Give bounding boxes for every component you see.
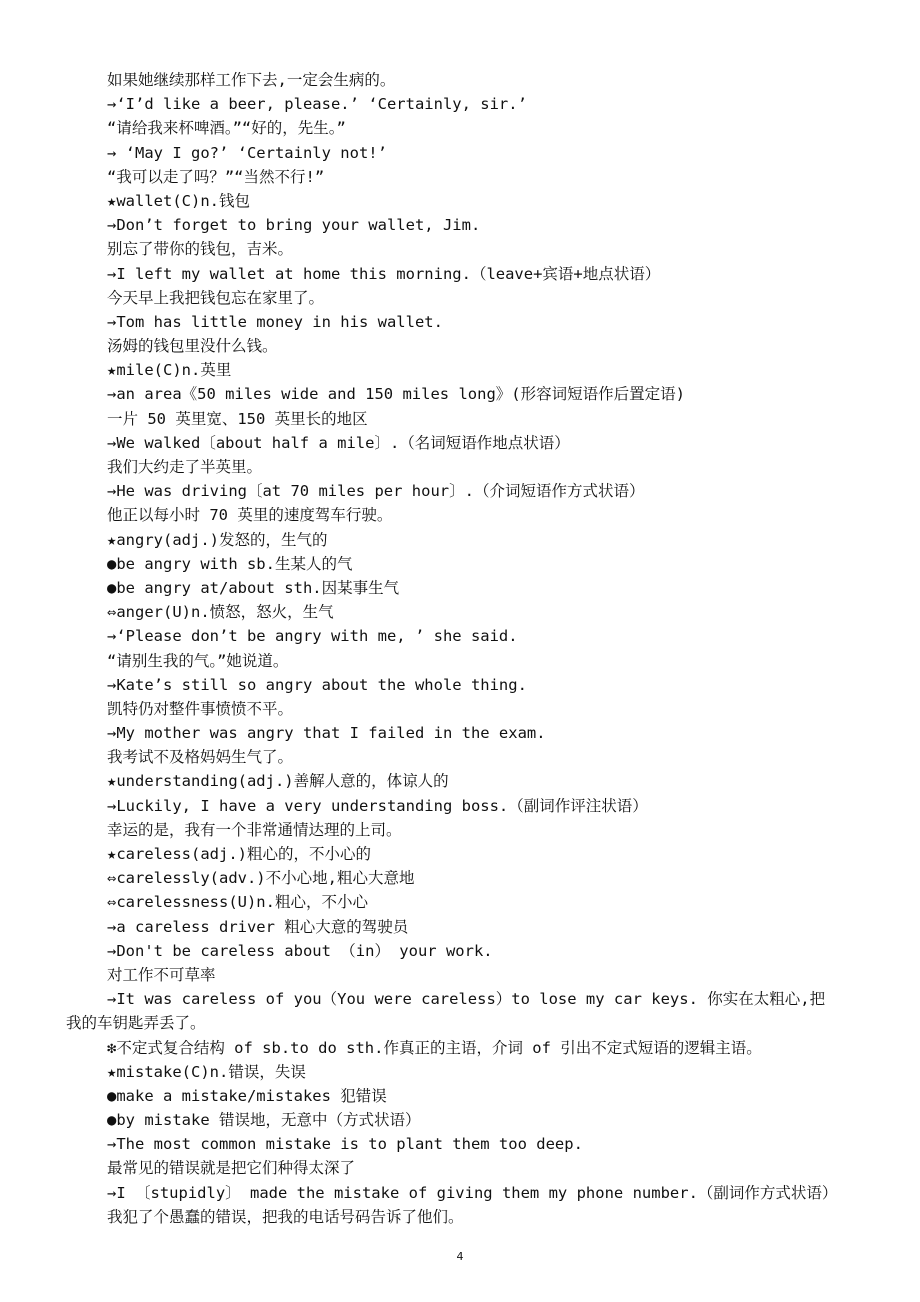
text-line: 幸运的是，我有一个非常通情达理的上司。: [107, 820, 402, 839]
text-line: → ‘May I go?’ ‘Certainly not!’: [107, 143, 387, 162]
page-number: 4: [456, 1250, 464, 1263]
text-line: 我考试不及格妈妈生气了。: [107, 748, 294, 767]
text-line: 一片 50 英里宽、150 英里长的地区: [107, 409, 368, 428]
text-line: 最常见的错误就是把它们种得太深了: [107, 1159, 356, 1178]
text-line: 他正以每小时 70 英里的速度驾车行驶。: [107, 506, 393, 525]
text-line: 对工作不可草率: [107, 965, 216, 984]
phrase-line: ●be angry with sb.生某人的气: [107, 554, 353, 573]
text-line: →Don't be careless about （in） your work.: [107, 941, 493, 960]
text-line: →It was careless of you（You were careless）to lose my car keys. 你实在太粗心,把: [107, 990, 826, 1009]
text-line: →He was driving〔at 70 miles per hour〕.（介词短语作方式状语）: [107, 482, 645, 501]
text-line: 别忘了带你的钱包，吉米。: [107, 240, 294, 259]
text-line: →‘I’d like a beer, please.’ ‘Certainly, sir.’: [107, 95, 527, 114]
text-line: 我们大约走了半英里。: [107, 458, 263, 476]
vocab-heading: ★understanding(adj.)善解人意的，体谅人的: [107, 772, 449, 791]
text-line: 汤姆的钱包里没什么钱。: [107, 337, 278, 356]
text-line: →I left my wallet at home this morning.（leave+宾语+地点状语）: [107, 264, 661, 283]
vocab-heading: ★careless(adj.)粗心的，不小心的: [107, 845, 371, 863]
derivative-line: ⇔carelessness(U)n.粗心，不小心: [107, 893, 368, 912]
text-line: “请给我来杯啤酒。”“好的，先生。”: [107, 119, 346, 138]
vocab-heading: ★mistake(C)n.错误，失误: [107, 1062, 306, 1081]
vocab-heading: ★angry(adj.)发怒的，生气的: [107, 530, 328, 549]
text-line: 我犯了个愚蠢的错误，把我的电话号码告诉了他们。: [107, 1207, 464, 1226]
vocab-heading: ★wallet(C)n.钱包: [107, 191, 250, 210]
derivative-line: ⇔carelessly(adv.)不小心地,粗心大意地: [107, 869, 415, 888]
text-line: 如果她继续那样工作下去,一定会生病的。: [107, 71, 396, 89]
text-line: →‘Please don’t be angry with me, ’ she said.: [107, 627, 518, 646]
text-line: →Tom has little money in his wallet.: [107, 312, 443, 331]
phrase-line: ●by mistake 错误地，无意中（方式状语）: [107, 1111, 421, 1130]
text-line-continuation: 我的车钥匙弄丢了。: [66, 1014, 206, 1033]
text-line: →The most common mistake is to plant them too deep.: [107, 1135, 583, 1154]
text-line: →a careless driver 粗心大意的驾驶员: [107, 917, 409, 936]
text-line: →Don’t forget to bring your wallet, Jim.: [107, 216, 481, 235]
text-line: →an area《50 miles wide and 150 miles long》(形容词短语作后置定语): [107, 385, 685, 404]
phrase-line: ●make a mistake/mistakes 犯错误: [107, 1086, 387, 1105]
text-line: →Luckily, I have a very understanding boss.（副词作评注状语）: [107, 796, 648, 815]
grammar-note: ❇不定式复合结构 of sb.to do sth.作真正的主语，介词 of 引出不定式短语的逻辑主语。: [107, 1038, 762, 1057]
text-line: 今天早上我把钱包忘在家里了。: [107, 288, 325, 307]
text-line: →Kate’s still so angry about the whole thing.: [107, 675, 527, 694]
text-line: 凯特仍对整件事愤愤不平。: [107, 699, 294, 718]
text-line: →My mother was angry that I failed in the exam.: [107, 724, 546, 743]
text-line: →I 〔stupidly〕 made the mistake of giving them my phone number.（副词作方式状语）: [107, 1183, 838, 1202]
text-line: →We walked〔about half a mile〕.（名词短语作地点状语）: [107, 433, 570, 452]
document-body: [66, 68, 878, 1229]
text-line: “我可以走了吗？”“当然不行!”: [107, 167, 325, 186]
phrase-line: ●be angry at/about sth.因某事生气: [107, 578, 400, 597]
vocab-heading: ★mile(C)n.英里: [107, 361, 232, 380]
text-line: “请别生我的气。”她说道。: [107, 651, 289, 670]
derivative-line: ⇔anger(U)n.愤怒，怒火，生气: [107, 603, 334, 622]
